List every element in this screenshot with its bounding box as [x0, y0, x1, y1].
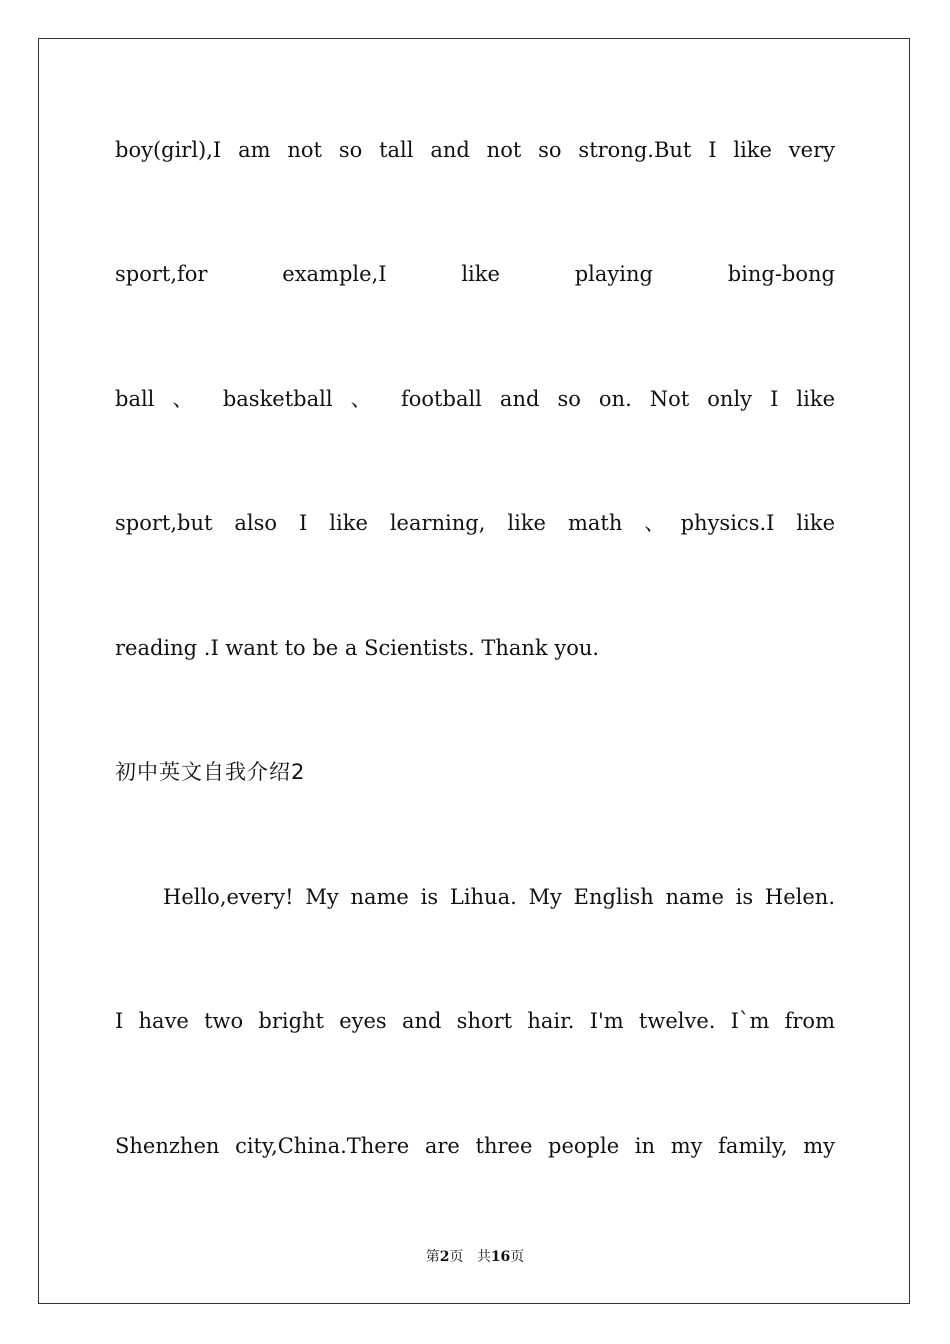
text-line: sport,but also I like learning, like math 、physics.I like — [115, 511, 835, 535]
text-line: Shenzhen city,China.There are three people in my family, my — [115, 1134, 835, 1158]
total-pages: 16 — [490, 1249, 511, 1265]
text-line: boy(girl),I am not so tall and not so strong.But I like very — [115, 138, 835, 162]
page-border — [38, 38, 910, 1304]
text-line: sport,for example,I like playing bing-bong — [115, 262, 835, 286]
text-line: reading .I want to be a Scientists. Thank you. — [115, 636, 600, 660]
section-heading: 初中英文自我介绍2 — [115, 760, 306, 784]
page-number: 2 — [439, 1249, 450, 1265]
page-suffix: 页 — [449, 1249, 464, 1265]
page-prefix: 第 — [425, 1249, 440, 1265]
total-suffix: 页 — [510, 1249, 525, 1265]
total-prefix: 共 — [476, 1249, 491, 1265]
text-line: ball 、 basketball 、 football and so on. Not only I like — [115, 387, 835, 411]
page-footer — [0, 1246, 950, 1266]
text-line: Hello,every! My name is Lihua. My English name is Helen. — [163, 885, 835, 909]
text-line: I have two bright eyes and short hair. I'm twelve. I`m from — [115, 1009, 835, 1033]
